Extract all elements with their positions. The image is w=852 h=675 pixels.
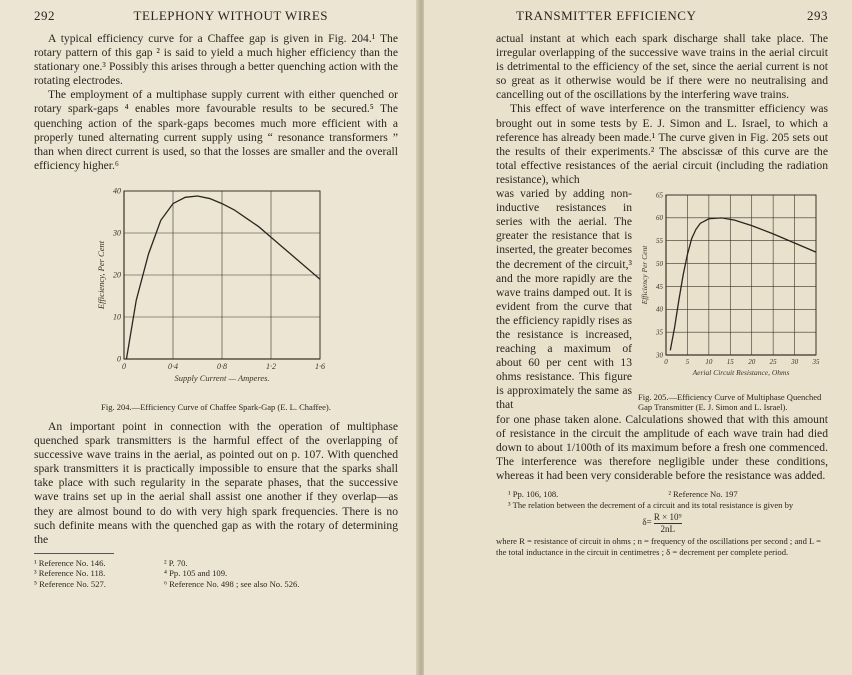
figure-wrap-block xyxy=(496,187,828,413)
x-tick-label: 15 xyxy=(726,358,734,367)
efficiency-chart-chaffee xyxy=(34,183,398,393)
figure-204-caption: Fig. 204.—Efficiency Curve of Chaffee Spark-Gap (E. L. Chaffee). xyxy=(101,401,331,412)
footnote-5: ⁵ Reference No. 527. xyxy=(34,578,106,589)
x-tick-label: 0·4 xyxy=(168,361,178,371)
footnote-1: ¹ Reference No. 146. xyxy=(34,557,106,568)
right-footnotes xyxy=(496,489,828,557)
figure-205 xyxy=(638,187,828,413)
footnote-r1: ¹ Pp. 106, 108. xyxy=(508,489,559,499)
paragraph-1: A typical efficiency curve for a Chaffee gap is given in Fig. 204.¹ The rotary pattern of this gap ² is said to yield a much higher efficiency than the stationary one.³ Possibly this arises through a better quenching action with the rotating electrodes. xyxy=(34,32,398,88)
running-head-right: TRANSMITTER EFFICIENCY xyxy=(516,8,697,23)
x-tick-label: 0 xyxy=(122,361,126,371)
footnote-rule xyxy=(34,553,114,554)
left-running-head xyxy=(34,8,398,24)
page-number-right: 293 xyxy=(807,8,828,23)
footnote-2: ² P. 70. xyxy=(164,557,188,568)
x-tick-label: 0·8 xyxy=(217,361,227,371)
x-tick-label: 10 xyxy=(705,358,713,367)
y-axis-label: Efficiency, Per Cent xyxy=(96,240,106,310)
y-tick-label: 55 xyxy=(656,237,663,246)
right-paragraph-3: for one phase taken alone. Calculations showed that with this amount of resistance in the circuit the amplitude of each wave train had died down to about 1/100th of its maximum before a fresh one commenced. The interference was therefore negligible under these conditions, whereas it had been very considerable before the resistance was added. xyxy=(496,412,828,482)
y-tick-label: 35 xyxy=(656,328,663,337)
y-tick-label: 50 xyxy=(656,259,663,268)
footnote-r3: ³ The relation between the decrement of a circuit and its total resistance is given by xyxy=(508,499,794,510)
footnote-4: ⁴ Pp. 105 and 109. xyxy=(164,568,228,579)
figure-205-caption: Fig. 205.—Efficiency Curve of Multiphase Quenched Gap Transmitter (E. J. Simon and L. Israel). xyxy=(638,392,822,413)
efficiency-curve xyxy=(126,196,320,359)
right-paragraph-1: actual instant at which each spark discharge shall take place. The irregular overlapping of the successive wave trains in the aerial circuit is detrimental to the efficiency of the set, since the aerial current is not so great as it otherwise would be if there were no neutralising and cancelling out of the oscillations by the interfering wave trains. xyxy=(496,32,828,102)
y-tick-label: 20 xyxy=(113,270,121,280)
paragraph-2: The employment of a multiphase supply current with either quenched or rotary spark-gaps ⁴ enables more favourable results to be secured.⁵ The quenching action of the spark-gaps becomes much more efficient with a properly tuned alternating current supply using “ resonance transformers ” than when direct current is used, so that the losses are smaller and the overall efficiency higher.⁶ xyxy=(34,88,398,172)
x-tick-label: 20 xyxy=(748,358,756,367)
y-tick-label: 30 xyxy=(113,228,121,238)
x-tick-label: 5 xyxy=(685,358,690,367)
x-tick-label: 35 xyxy=(812,358,820,367)
footnote-3: ³ Reference No. 118. xyxy=(34,568,106,579)
x-axis-label: Aerial Circuit Resistance, Ohms xyxy=(692,368,790,378)
x-tick-label: 1·2 xyxy=(266,361,276,371)
paragraph-3: An important point in connection with the operation of multiphase quenched spark transmitters is the harmful effect of the overlapping of successive wave trains in the aerial, as pointed out on p. 107. With quenched spark transmitters it is practically impossible to ensure that the sparks shall take place with such regularity in the separate phases, that the successive wave trains set up in the aerial shall assist one another if they overlap—as they are almost bound to do with very high spark frequencies. There is no such definite means with the quenched gap as with the rotary of determining the xyxy=(34,419,398,546)
x-tick-label: 30 xyxy=(791,358,799,367)
y-tick-label: 10 xyxy=(113,312,121,322)
y-tick-label: 60 xyxy=(656,214,663,223)
x-tick-label: 1·6 xyxy=(315,361,325,371)
wrapped-text: was varied by adding non-inductive resistances in series with the aerial. The greater the resistance that is inserted, the greater becomes the decrement of the circuit,³ and the more rapidly are the wave trains damped out. It is evident from the curve that the efficiency rapidly rises as the resistance is increased, reaching a maximum of about 60 per cent with 13 ohms resistance. This figure is approximately the same as that xyxy=(496,187,632,412)
footnote-r2: ² Reference No. 197 xyxy=(668,489,738,499)
x-axis-label: Supply Current — Amperes. xyxy=(174,372,270,383)
right-page xyxy=(424,0,852,675)
decrement-formula xyxy=(496,512,828,534)
y-tick-label: 40 xyxy=(656,305,663,314)
x-tick-label: 0 xyxy=(664,358,668,367)
page-number-left: 292 xyxy=(34,8,55,23)
footnote-r3b: where R = resistance of circuit in ohms ; n = frequency of the oscillations per second ; and L = the total inductance in the circuit in centimetres ; δ = decrement per complete period. xyxy=(496,536,821,557)
plot-frame xyxy=(666,195,816,355)
left-footnotes xyxy=(34,558,398,590)
formula-lhs: δ= xyxy=(642,517,652,528)
y-tick-label: 45 xyxy=(656,282,663,291)
running-head-left: TELEPHONY WITHOUT WIRES xyxy=(133,8,328,23)
y-axis-label: Efficiency Per Cent xyxy=(640,245,649,305)
x-tick-label: 25 xyxy=(769,358,777,367)
y-tick-label: 0 xyxy=(117,354,121,364)
formula-numerator: R × 10⁹ xyxy=(653,512,682,522)
y-tick-label: 65 xyxy=(656,191,663,200)
efficiency-chart-simon-israel xyxy=(638,187,828,387)
y-tick-label: 40 xyxy=(113,186,121,196)
left-page xyxy=(0,0,418,675)
footnote-6: ⁶ Reference No. 498 ; see also No. 526. xyxy=(164,578,300,589)
figure-204 xyxy=(34,183,398,412)
y-tick-label: 30 xyxy=(656,351,663,360)
right-paragraph-2: This effect of wave interference on the transmitter efficiency was brought out in some tests by E. J. Simon and L. Israel, to which a reference has already been made.¹ The curve given in Fig. 205 sets out the results of their experiments.² The abscissæ of this curve are the total effective resistances of the aerial circuit (including the radiation resistance), which xyxy=(496,102,828,186)
right-running-head xyxy=(496,8,828,24)
formula-denominator: 2nL xyxy=(660,523,676,534)
efficiency-curve xyxy=(670,218,816,351)
